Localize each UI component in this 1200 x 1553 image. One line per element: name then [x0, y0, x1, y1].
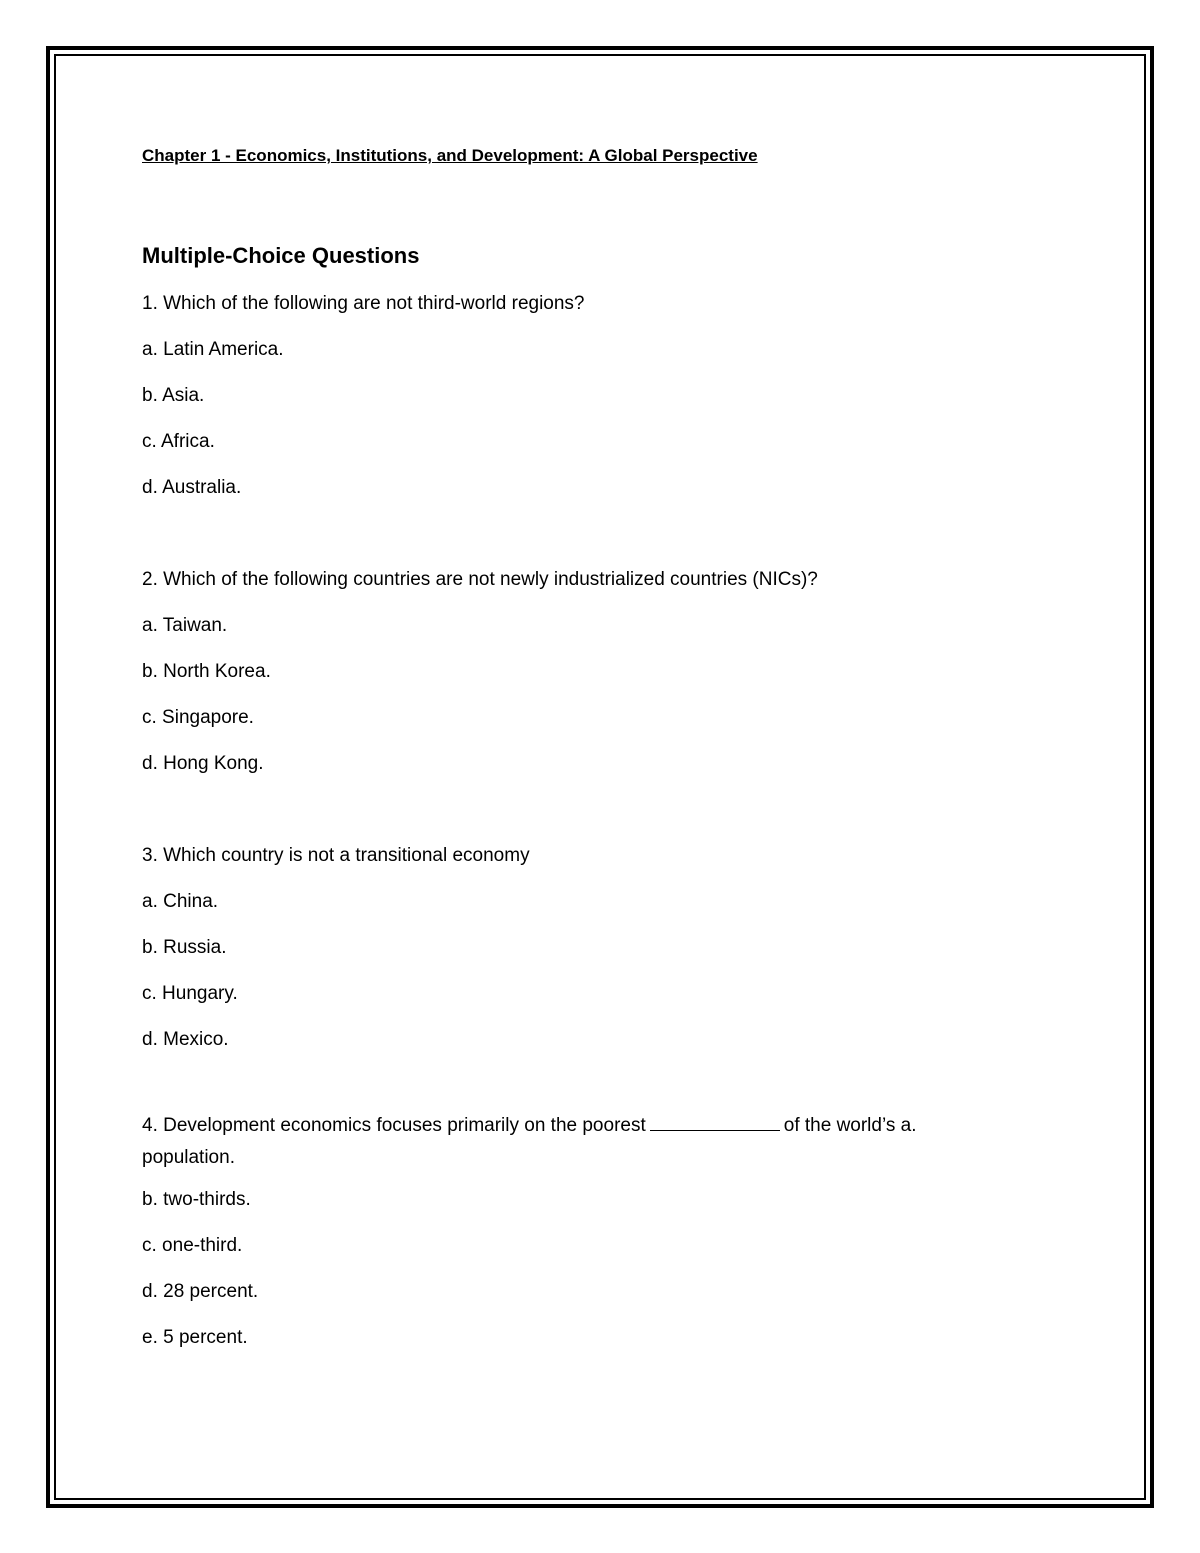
option: d. Australia.: [142, 477, 242, 498]
question-1: [142, 292, 1062, 500]
option: c. one-third.: [142, 1235, 243, 1256]
option: b. Russia.: [142, 937, 227, 958]
fill-in-blank: [650, 1112, 780, 1131]
question-prompt: 3. Which country is not a transitional economy: [142, 845, 530, 866]
question-4: [142, 1110, 1062, 1350]
option: a. Latin America.: [142, 339, 284, 360]
question-prompt-line2: population.: [142, 1147, 235, 1168]
option: b. Asia.: [142, 385, 205, 406]
document-content: [142, 144, 1062, 1350]
option: d. Mexico.: [142, 1029, 229, 1050]
option: a. Taiwan.: [142, 615, 228, 636]
option: d. Hong Kong.: [142, 753, 264, 774]
chapter-title: Chapter 1 - Economics, Institutions, and Development: A Global Perspective: [142, 146, 758, 165]
option: a. China.: [142, 891, 219, 912]
option: d. 28 percent.: [142, 1281, 259, 1302]
option: b. two-thirds.: [142, 1189, 251, 1210]
section-title: Multiple-Choice Questions: [142, 243, 420, 268]
question-prompt: 2. Which of the following countries are not newly industrialized countries (NICs)?: [142, 569, 818, 590]
option: c. Hungary.: [142, 983, 238, 1004]
question-prompt-end: of the world’s a.: [783, 1115, 917, 1136]
question-3: [142, 844, 1062, 1052]
question-prompt: 1. Which of the following are not third-world regions?: [142, 293, 585, 314]
option: c. Africa.: [142, 431, 215, 452]
option: c. Singapore.: [142, 707, 254, 728]
question-prompt-start: 4. Development economics focuses primarily on the poorest: [142, 1115, 646, 1136]
option: b. North Korea.: [142, 661, 271, 682]
option: e. 5 percent.: [142, 1327, 248, 1348]
question-prompt: [142, 1110, 1062, 1174]
question-2: [142, 568, 1062, 776]
